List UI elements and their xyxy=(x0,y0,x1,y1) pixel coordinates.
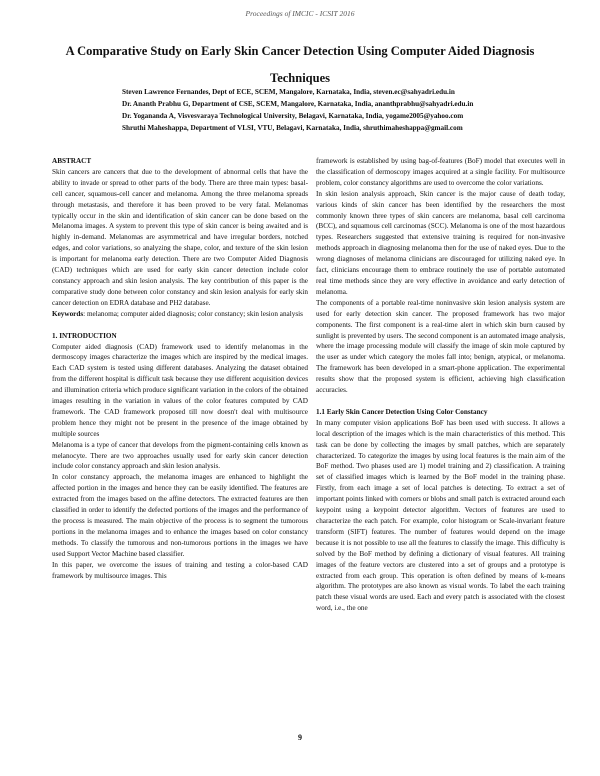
running-header: Proceedings of IMCIC - ICSIT 2016 xyxy=(245,9,355,18)
intro-heading: 1. INTRODUCTION xyxy=(52,331,117,340)
author-line: Dr. Ananth Prabhu G, Department of CSE, SCEM, Mangalore, Karnataka, India, ananthprabhu@sahyadri.edu.in xyxy=(122,100,474,108)
paragraph: framework is established by using bag-of-features (BoF) model that executes well in the classification of dermoscopy images acquired at a single facility. For multisource problem, color constancy algorithms are used to overcome the color variations. xyxy=(316,157,565,187)
author-line: Shruthi Maheshappa, Department of VLSI, VTU, Belagavi, Karnataka, India, shruthimaheshappa@gmail.com xyxy=(122,124,463,132)
keywords xyxy=(52,309,308,320)
paper-title: A Comparative Study on Early Skin Cancer Detection Using Computer Aided Diagnosis Techniques xyxy=(65,44,535,85)
author-line: Steven Lawrence Fernandes, Dept of ECE, SCEM, Mangalore, Karnataka, India, steven.ec@sahyadri.edu.in xyxy=(122,88,455,96)
paragraph: The components of a portable real-time noninvasive skin lesion analysis system are used for early detection skin cancer. The proposed framework has two major components. The first component is a real-time alert in which skin burn caused by sunlight is prevented by users. The second component is an automated image analysis, where the image processing module will classify the image of skin mole captured by the user as under which category the moles fall into; benign, atypical, or melanoma. The framework has been developed in a smart-phone application. The experimental results show that the proposed system is efficient, achieving high classification accuracies. xyxy=(316,298,565,395)
paragraph: In color constancy approach, the melanoma images are enhanced to highlight the affected portion in the images and hence they can be easily identified. The features are extracted from the images based on the affine detectors. The extracted features are then classified in order to identify the defected portions of the images and the performance of the process is measured. The main objective of the process is to segment the tumorous portions in the melanoma images and to enhance the images based on color constancy methods. To classify the tumorous and non-tumorous portions in the images we have used Support Vector Machine based classifier. xyxy=(52,473,308,558)
abstract-text: Skin cancers are cancers that due to the development of abnormal cells that have the ability to invade or spread to other parts of the body. There are three main types: basal-cell cancer, squamous-cell cancer and melanoma. Among the three melanoma spreads through metastasis, and therefore it has been proved to be very fatal. Melanomas typically occur in the skin and identification of skin cancer can be done based on the Melanoma images. A system to prevent this type of skin cancer is being awaited and is highly in-demand. Melanomas are asymmetrical and have irregular borders, notched edges, and color variations, so analyzing the shape, color, and texture of the skin lesion is important for melanoma early detection. There are two Computer Aided Diagnosis (CAD) techniques which are used for early skin cancer detection include color constancy approach and skin lesion analysis. The key contribution of this paper is the comparative study done between color constancy and skin lesion analysis for early skin cancer detection on EDRA database and PH2 database. xyxy=(52,167,308,307)
author-line: Dr. Yogananda A, Visvesvaraya Technological University, Belagavi, Karnataka, India, yogame2005@yahoo.com xyxy=(122,112,464,120)
author-list xyxy=(122,86,552,134)
paragraph: Computer aided diagnosis (CAD) framework used to identify melanomas in the dermoscopy images characterize the images which are inspired by the medical images. Each CAD system is tested using different databases. Analyzing the dataset obtained from the different hospital is difficult task because they use different acquisition devices and illumination criteria which produce significant variation in the colors of the obtained images resulting in the variation in values of the color features computed by CAD framework. The CAD framework proposed till now doesn't deal with multisource problem hence they might not be present in the presence of the image obtained by multiple sources xyxy=(52,342,308,438)
paragraph: In skin lesion analysis approach, Skin cancer is the major cause of death today, various kinds of skin cancer has been identified by the researchers the most commonly known three types of skin cancers are melanoma, basal cell carcinoma (BCC), and squamous cell carcinomas (SCC). Melanoma is one of the most hazardous types. Researchers suggested that extensive training is required for non-invasive methods approach in diagnosing melanoma then for the use of naked eyes. Due to the wrong diagnoses of melanoma clinicians are discouraged for utilizing naked eye. In fact, clinicians encourage them to embrace routinely the use of portable automated real time methods since they are very effective in avoidance and early detection of melanoma. xyxy=(316,189,565,296)
subsection-heading: 1.1 Early Skin Cancer Detection Using Color Constancy xyxy=(316,407,488,416)
keywords-text: : melanoma; computer aided diagnosis; color constancy; skin lesion analysis xyxy=(83,309,303,318)
paragraph: In this paper, we overcome the issues of training and testing a color-based CAD framework by multisource images. This xyxy=(52,560,308,580)
right-column xyxy=(316,156,565,614)
abstract-heading: ABSTRACT xyxy=(52,157,92,165)
paragraph: Melanoma is a type of cancer that develops from the pigment-containing cells known as melanocyte. There are two approaches usually used for early skin cancer detection include color constancy approach and skin lesion analysis. xyxy=(52,440,308,471)
page-number: 9 xyxy=(298,733,302,742)
keywords-label: Keywords xyxy=(52,309,84,318)
paragraph: In many computer vision applications BoF has been used with success. It allows a local description of the images which is the main characteristics of this method. This task can be done by collecting the images by small patches, which are separately characterized. To categorize the images by using local features is the main aim of the BoF method. Two phases used are 1) model training and 2) classification. A training set of classified images which is learned by the BoF model in the training phase. Firstly, from each image a set of local patches is detecting. To extract a set of important points linked with corners or blobs and small patch is extracted around each keypoint using a keypoint detector algorithm. Vectors of features are used to characterize the each patch. For example, color histogram or Scale-invariant feature transform (SIFT) features. The number of features would depend on the image because it is not possible to use all the features to classify the image. This difficulty is solved by the BoF method by defining a dictionary of visual features. All training images of the feature vectors are clustered into a set of groups and a prototype is extracted from each group. This operation is often defined by means of k-means algorithm. The prototypes are also known as visual words. To label the each training patch these visual words are used. Each and every patch is associated with the closest word, i.e., the one xyxy=(316,418,565,613)
left-column xyxy=(52,156,308,581)
